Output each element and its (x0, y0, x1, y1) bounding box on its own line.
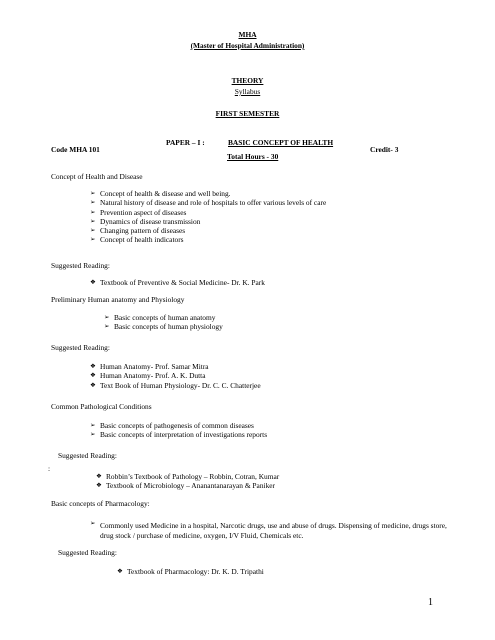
total-hours: Total Hours - 30 (227, 152, 279, 161)
page-number: 1 (428, 597, 433, 608)
diamond-bullet-icon: ❖ (96, 482, 102, 490)
arrow-bullet-icon: ➢ (90, 190, 96, 197)
diamond-bullet-icon: ❖ (90, 372, 96, 380)
arrow-bullet-icon: ➢ (90, 236, 96, 244)
arrow-bullet-icon: ➢ (90, 227, 96, 235)
suggested-reading-label: Suggested Reading: (51, 261, 110, 270)
suggested-reading-label: Suggested Reading: (58, 451, 117, 460)
diamond-bullet-icon: ❖ (117, 568, 123, 575)
arrow-bullet-icon: ➢ (90, 217, 96, 225)
diamond-bullet-icon: ❖ (90, 279, 96, 286)
section-heading: Preliminary Human anatomy and Physiology (51, 295, 185, 304)
arrow-bullet-icon: ➢ (90, 520, 96, 527)
semester-heading: FIRST SEMESTER (215, 109, 280, 118)
section-heading: Common Pathological Conditions (51, 402, 152, 411)
arrow-bullet-icon: ➢ (90, 422, 96, 429)
diamond-bullet-icon: ❖ (96, 473, 102, 480)
paper-title: BASIC CONCEPT OF HEALTH (228, 138, 334, 147)
list-item: ➢ Commonly used Medicine in a hospital, Narcotic drugs, use and abuse of drugs. Dispensing of medicine, drugs store, drug stock / purchase of medicine, oxygen, I/V Fluid, Chemicals etc. (90, 520, 447, 541)
arrow-bullet-icon: ➢ (90, 208, 96, 216)
diamond-bullet-icon: ❖ (90, 363, 96, 370)
diamond-bullet-icon: ❖ (90, 381, 96, 389)
paper-number: PAPER – I : (166, 138, 205, 147)
syllabus-subheading: Syllabus (234, 87, 261, 96)
arrow-bullet-icon: ➢ (90, 431, 96, 439)
course-code: Code MHA 101 (51, 145, 100, 154)
suggested-reading-label: Suggested Reading: (51, 343, 110, 352)
stray-colon: : (48, 464, 51, 473)
section-heading: Concept of Health and Disease (51, 172, 143, 181)
program-title: MHA (238, 30, 257, 39)
arrow-bullet-icon: ➢ (104, 314, 110, 321)
section-heading: Basic concepts of Pharmacology: (51, 499, 150, 508)
theory-heading: THEORY (231, 76, 264, 85)
suggested-reading-label: Suggested Reading: (58, 548, 117, 557)
arrow-bullet-icon: ➢ (104, 323, 110, 331)
arrow-bullet-icon: ➢ (90, 199, 96, 207)
course-credit: Credit- 3 (370, 145, 399, 154)
program-full-title: (Master of Hospital Administration) (190, 41, 305, 50)
